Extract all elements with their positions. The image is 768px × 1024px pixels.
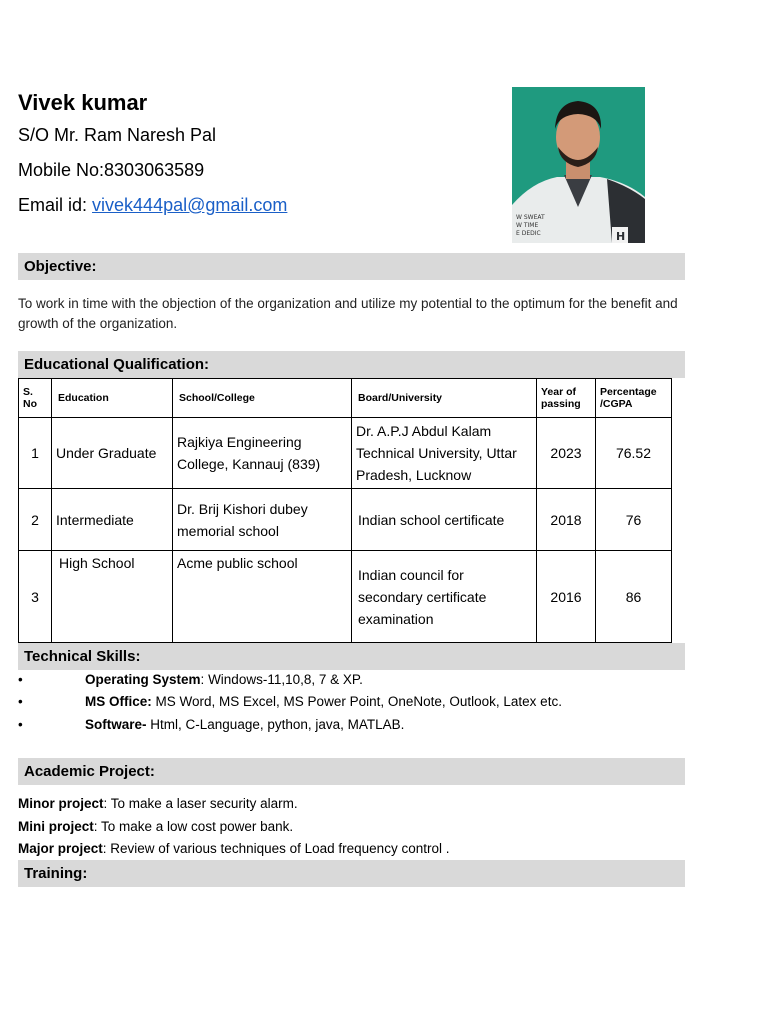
projects-heading: Academic Project:	[18, 758, 685, 785]
list-item	[18, 717, 718, 737]
col-board: Board/University	[352, 379, 537, 418]
training-heading: Training:	[18, 860, 685, 887]
list-item	[18, 672, 718, 692]
skills-heading: Technical Skills:	[18, 643, 685, 670]
cell-sno: 2	[19, 489, 52, 551]
skill-sep: :	[200, 672, 209, 687]
project-text: : To make a low cost power bank.	[93, 819, 294, 834]
profile-photo	[512, 87, 645, 243]
email-line	[18, 195, 287, 216]
education-heading: Educational Qualification:	[18, 351, 685, 378]
parent-name: S/O Mr. Ram Naresh Pal	[18, 125, 217, 145]
col-percentage: Percentage /CGPA	[596, 379, 672, 418]
col-sno: S. No	[19, 379, 52, 418]
table-row	[19, 418, 672, 489]
cell-education: Under Graduate	[52, 418, 173, 489]
list-item	[18, 841, 449, 856]
skill-label: Software-	[85, 717, 147, 732]
education-table	[18, 378, 672, 643]
table-row	[19, 489, 672, 551]
cell-year: 2018	[537, 489, 596, 551]
cell-sno: 3	[19, 551, 52, 643]
list-item	[18, 694, 718, 714]
skill-label: MS Office:	[85, 694, 152, 709]
email-link[interactable]: vivek444pal@gmail.com	[92, 195, 288, 215]
col-school: School/College	[173, 379, 352, 418]
bullet: •	[18, 694, 23, 709]
col-year: Year of passing	[537, 379, 596, 418]
cell-percentage: 86	[596, 551, 672, 643]
shirt-text-2: W TIME	[516, 222, 539, 229]
cell-school: Rajkiya Engineering College, Kannauj (839)	[173, 418, 352, 489]
project-label: Minor project	[18, 796, 104, 811]
skill-value: Windows-11,10,8, 7 & XP.	[208, 672, 363, 687]
cell-education: Intermediate	[52, 489, 173, 551]
cell-year: 2023	[537, 418, 596, 489]
cell-board: Indian council for secondary certificate examination	[352, 551, 537, 643]
project-text: : Review of various techniques of Load frequency control .	[102, 841, 450, 856]
email-label: Email id:	[18, 195, 93, 215]
table-row	[19, 551, 672, 643]
bullet: •	[18, 672, 23, 687]
list-item	[18, 796, 298, 811]
project-label: Major project	[18, 841, 103, 856]
skill-value: Html, C-Language, python, java, MATLAB.	[150, 717, 405, 732]
cell-percentage: 76	[596, 489, 672, 551]
cell-school: Dr. Brij Kishori dubey memorial school	[173, 489, 352, 551]
shirt-logo: H	[616, 230, 626, 243]
cell-year: 2016	[537, 551, 596, 643]
project-label: Mini project	[18, 819, 94, 834]
shirt-text-3: E DEDIC	[516, 230, 541, 237]
bullet: •	[18, 717, 23, 732]
education-header-row	[19, 379, 672, 418]
mobile-number: Mobile No:8303063589	[18, 160, 205, 180]
candidate-name: Vivek kumar	[18, 90, 148, 115]
project-text: : To make a laser security alarm.	[103, 796, 298, 811]
cell-percentage: 76.52	[596, 418, 672, 489]
cell-board: Indian school certificate	[352, 489, 537, 551]
cell-board: Dr. A.P.J Abdul Kalam Technical University, Uttar Pradesh, Lucknow	[352, 418, 537, 489]
profile-photo-illustration	[512, 87, 645, 243]
shirt-text-1: W SWEAT	[516, 214, 545, 221]
cell-sno: 1	[19, 418, 52, 489]
objective-heading: Objective:	[18, 253, 685, 280]
list-item	[18, 819, 293, 834]
skill-value: MS Word, MS Excel, MS Power Point, OneNote, Outlook, Latex etc.	[155, 694, 562, 709]
cell-school: Acme public school	[173, 551, 352, 643]
col-education: Education	[52, 379, 173, 418]
cell-education: High School	[52, 551, 173, 643]
skill-label: Operating System	[85, 672, 201, 687]
objective-text: To work in time with the objection of the organization and utilize my potential to the optimum for the benefit and growth of the organization.	[18, 296, 678, 331]
